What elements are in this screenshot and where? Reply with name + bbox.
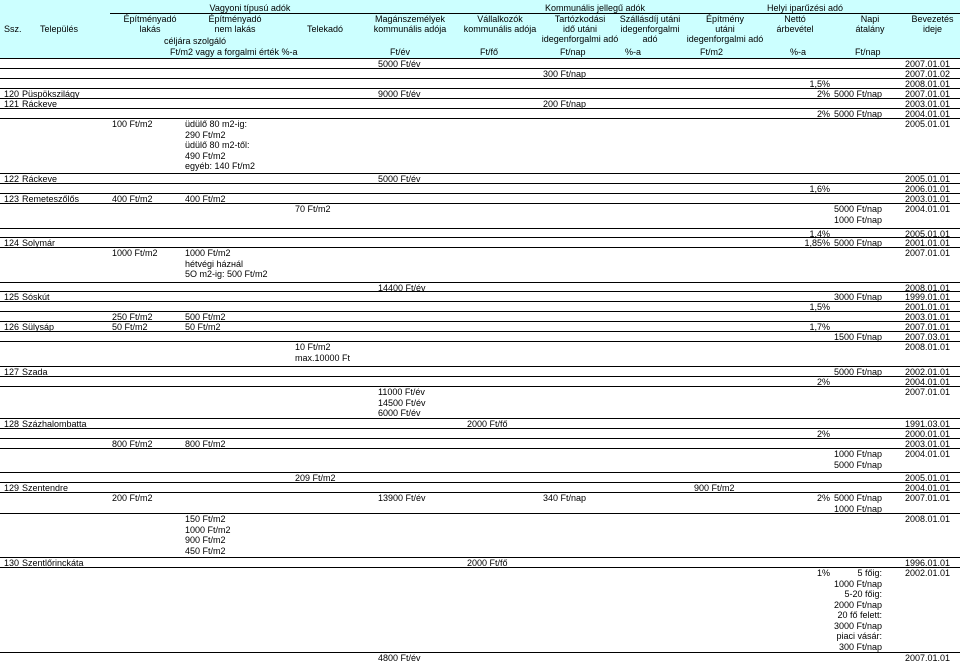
row-bevezetes-ideje: 2007.01.02 xyxy=(904,69,950,79)
row-telepules: Szada xyxy=(22,367,48,377)
cell-maganszemelyek: 4800 Ft/év xyxy=(378,653,421,663)
cell-nemlakas: 1000 Ft/m2 xyxy=(185,248,231,258)
cell-napi: 5000 Ft/nap xyxy=(833,204,882,214)
cell-nemlakas: 400 Ft/m2 xyxy=(185,194,226,204)
row-bevezetes-ideje: 2008.01.01 xyxy=(904,342,950,352)
row-telepules: Sülysáp xyxy=(22,322,55,332)
row-telepules: Szentendre xyxy=(22,483,69,493)
col-epitmenyado-lakas: Építményadó lakás xyxy=(123,14,177,34)
row-ssz: 125 xyxy=(4,292,20,302)
row-bevezetes-ideje: 2003.01.01 xyxy=(904,312,950,322)
cell-netto: 1,4% xyxy=(809,229,830,239)
row-ssz: 127 xyxy=(4,367,20,377)
cell-lakas: 1000 Ft/m2 xyxy=(112,248,158,258)
col-maganszemelyek: Magánszemélyek kommunális adója xyxy=(373,14,447,34)
cell-tartozkodasi: 300 Ft/nap xyxy=(543,69,587,79)
cell-maganszemelyek: 9000 Ft/év xyxy=(378,89,421,99)
row-ssz: 128 xyxy=(4,419,20,429)
cell-netto: 1,5% xyxy=(809,79,830,89)
row-ssz: 129 xyxy=(4,483,20,493)
row-bevezetes-ideje: 2003.01.01 xyxy=(904,194,950,204)
row-telepules: Százhalombatta xyxy=(22,419,87,429)
row-bevezetes-ideje: 2006.01.01 xyxy=(904,184,950,194)
cell-napi: piaci vásár: xyxy=(836,631,882,641)
cell-netto: 2% xyxy=(816,377,830,387)
cell-telekado: 209 Ft/m2 xyxy=(295,473,336,483)
cell-maganszemelyek: 14400 Ft/év xyxy=(378,283,426,293)
cell-napi: 1000 Ft/nap xyxy=(833,214,882,225)
row-bevezetes-ideje: 2003.01.01 xyxy=(904,439,950,449)
cell-netto: 2% xyxy=(816,89,830,99)
row-bevezetes-ideje: 2007.01.01 xyxy=(904,322,950,332)
row-bevezetes-ideje: 1996.01.01 xyxy=(904,558,950,568)
cell-lakas: 200 Ft/m2 xyxy=(112,493,153,503)
row-bevezetes-ideje: 1991.03.01 xyxy=(904,419,950,429)
row-telepules: Remeteszőlős xyxy=(22,194,80,204)
cell-napi: 5000 Ft/nap xyxy=(833,459,882,470)
cell-napi: 1000 Ft/nap xyxy=(833,449,882,459)
cell-napi: 5000 Ft/nap xyxy=(833,238,882,248)
row-bevezetes-ideje: 1999.01.01 xyxy=(904,292,950,302)
cell-nemlakas: 450 Ft/m2 xyxy=(185,545,226,556)
row-ssz: 123 xyxy=(4,194,20,204)
cell-napi: 5-20 főig: xyxy=(844,589,882,599)
cell-napi: 1000 Ft/nap xyxy=(833,503,882,514)
row-ssz: 121 xyxy=(4,99,20,109)
cell-nemlakas: 500 Ft/m2 xyxy=(185,312,226,322)
cell-napi: 20 fő felett: xyxy=(837,610,882,620)
row-ssz: 130 xyxy=(4,558,20,568)
cell-napi: 1000 Ft/nap xyxy=(833,578,882,589)
unit-label: Ft/nap xyxy=(560,47,586,57)
cell-telekado: 70 Ft/m2 xyxy=(295,204,331,214)
group-vagyoni: Vagyoni típusú adók xyxy=(209,3,291,13)
cell-maganszemelyek: 5000 Ft/év xyxy=(378,174,421,184)
cell-vallalkozok: 2000 Ft/fő xyxy=(467,558,508,568)
col-telepules: Település xyxy=(40,24,79,34)
cell-nemlakas: 290 Ft/m2 xyxy=(185,129,226,140)
row-bevezetes-ideje: 2007.01.01 xyxy=(904,387,950,397)
row-bevezetes-ideje: 2007.01.01 xyxy=(904,89,950,99)
cell-maganszemelyek: 11000 Ft/év xyxy=(378,387,425,397)
unit-label: Ft/m2 vagy a forgalmi érték %-a xyxy=(170,47,298,57)
row-telepules: Solymár xyxy=(22,238,56,248)
cell-napi: 5 főig: xyxy=(857,568,882,578)
row-bevezetes-ideje: 2008.01.01 xyxy=(904,514,950,524)
cell-maganszemelyek: 5000 Ft/év xyxy=(378,59,421,69)
row-ssz: 126 xyxy=(4,322,20,332)
cell-netto: 2% xyxy=(816,429,830,439)
row-telepules: Ráckeve xyxy=(22,99,58,109)
cell-tartozkodasi: 200 Ft/nap xyxy=(543,99,587,109)
row-ssz: 122 xyxy=(4,174,20,184)
row-bevezetes-ideje: 2008.01.01 xyxy=(904,79,950,89)
cell-nemlakas: 5O m2-ig: 500 Ft/m2 xyxy=(185,269,268,279)
cell-vallalkozok: 2000 Ft/fő xyxy=(467,419,508,429)
cell-maganszemelyek: 6000 Ft/év xyxy=(378,408,421,418)
cell-maganszemelyek: 13900 Ft/év xyxy=(378,493,426,503)
col-epitmenyado-nem-lakas: Építményadó nem lakás xyxy=(208,14,262,34)
cell-napi: 5000 Ft/nap xyxy=(833,493,882,503)
unit-label: Ft/m2 xyxy=(700,47,724,57)
col-tartozkodasi: Tartózkodási idő utáni idegenforgalmi adó xyxy=(541,14,619,44)
cell-nemlakas: 50 Ft/m2 xyxy=(185,322,221,332)
cell-lakas: 50 Ft/m2 xyxy=(112,322,148,332)
row-telepules: Sóskút xyxy=(22,292,50,302)
row-bevezetes-ideje: 2001.01.01 xyxy=(904,238,950,248)
col-netto-arbevetel: Nettó árbevétel xyxy=(776,14,814,34)
unit-label: %-a xyxy=(625,47,642,57)
cell-napi: 300 Ft/nap xyxy=(838,641,882,652)
cell-netto: 2% xyxy=(816,493,830,503)
cell-nemlakas: üdülő 80 m2-ig: xyxy=(185,119,248,129)
unit-label: Ft/nap xyxy=(855,47,881,57)
col-epitmeny-utani: Építmény utáni idegenforgalmi adó xyxy=(686,14,764,44)
cell-telekado: 10 Ft/m2 xyxy=(295,342,331,352)
row-bevezetes-ideje: 2002.01.01 xyxy=(904,568,950,578)
table-header xyxy=(0,0,960,58)
cell-nemlakas: egyéb: 140 Ft/m2 xyxy=(185,161,256,171)
cell-napi: 5000 Ft/nap xyxy=(833,109,882,119)
cell-nemlakas: hétvégi házнál xyxy=(185,258,244,269)
row-bevezetes-ideje: 2007.01.01 xyxy=(904,653,950,663)
row-telepules: Szentlőrinckáta xyxy=(22,558,84,568)
row-bevezetes-ideje: 2004.01.01 xyxy=(904,483,950,493)
col-napi-atalany: Napi átalány xyxy=(855,14,885,34)
group-helyi-iparuzesi: Helyi iparűzési adó xyxy=(766,3,844,13)
cell-telekado: max.10000 Ft xyxy=(295,352,351,363)
cell-netto: 1,7% xyxy=(809,322,830,332)
row-bevezetes-ideje: 2004.01.01 xyxy=(904,109,950,119)
col-bevezetes-ideje: Bevezetés ideje xyxy=(911,14,954,34)
cell-nemlakas: 1000 Ft/m2 xyxy=(185,524,231,535)
row-telepules: Ráckeve xyxy=(22,174,58,184)
cell-netto: 1,85% xyxy=(804,238,830,248)
col-szallasdij: Szállásdíj utáni idegenforgalmi adó xyxy=(619,14,681,44)
group-kommunalis: Kommunális jellegű adók xyxy=(544,3,646,13)
row-bevezetes-ideje: 2005.01.01 xyxy=(904,174,950,184)
unit-label: Ft/év xyxy=(390,47,411,57)
cell-nemlakas: 490 Ft/m2 xyxy=(185,150,226,161)
row-bevezetes-ideje: 2004.01.01 xyxy=(904,449,950,459)
row-telepules: Püspökszilágy xyxy=(22,89,80,99)
row-bevezetes-ideje: 2008.01.01 xyxy=(904,283,950,293)
cell-napi: 3000 Ft/nap xyxy=(833,292,882,302)
col-vallalkozok: Vállalkozók kommunális adója xyxy=(463,14,537,34)
row-bevezetes-ideje: 2005.01.01 xyxy=(904,229,950,239)
row-bevezetes-ideje: 2007.01.01 xyxy=(904,248,950,258)
cell-netto: 2% xyxy=(816,109,830,119)
cell-nemlakas: üdülő 80 m2-től: xyxy=(185,140,250,150)
cell-netto: 1,6% xyxy=(809,184,830,194)
unit-label: %-a xyxy=(790,47,807,57)
row-bevezetes-ideje: 2004.01.01 xyxy=(904,204,950,214)
cell-epitmeny: 900 Ft/m2 xyxy=(694,483,735,493)
cell-napi: 5000 Ft/nap xyxy=(833,367,882,377)
cell-nemlakas: 900 Ft/m2 xyxy=(185,535,226,545)
cell-tartozkodasi: 340 Ft/nap xyxy=(543,493,587,503)
col-ssz: Ssz. xyxy=(4,24,22,34)
cell-lakas: 400 Ft/m2 xyxy=(112,194,153,204)
row-bevezetes-ideje: 2005.01.01 xyxy=(904,473,950,483)
row-bevezetes-ideje: 2002.01.01 xyxy=(904,367,950,377)
col-telekado: Telekadó xyxy=(306,24,344,34)
row-ssz: 124 xyxy=(4,238,20,248)
row-bevezetes-ideje: 2003.01.01 xyxy=(904,99,950,109)
row-bevezetes-ideje: 2000.01.01 xyxy=(904,429,950,439)
cell-napi: 1500 Ft/nap xyxy=(833,332,882,342)
row-bevezetes-ideje: 2005.01.01 xyxy=(904,119,950,129)
row-bevezetes-ideje: 2004.01.01 xyxy=(904,377,950,387)
cell-netto: 1% xyxy=(816,568,830,578)
cell-netto: 1,5% xyxy=(809,302,830,312)
cell-napi: 2000 Ft/nap xyxy=(833,599,882,610)
cell-nemlakas: 150 Ft/m2 xyxy=(185,514,226,524)
row-bevezetes-ideje: 2007.01.01 xyxy=(904,493,950,503)
cell-napi: 5000 Ft/nap xyxy=(833,89,882,99)
cell-napi: 3000 Ft/nap xyxy=(833,620,882,631)
row-bevezetes-ideje: 2007.03.01 xyxy=(904,332,950,342)
row-bevezetes-ideje: 2007.01.01 xyxy=(904,59,950,69)
cell-lakas: 800 Ft/m2 xyxy=(112,439,153,449)
row-ssz: 120 xyxy=(4,89,20,99)
cell-lakas: 100 Ft/m2 xyxy=(112,119,153,129)
unit-label: Ft/fő xyxy=(480,47,499,57)
cell-lakas: 250 Ft/m2 xyxy=(112,312,153,322)
cell-nemlakas: 800 Ft/m2 xyxy=(185,439,226,449)
row-bevezetes-ideje: 2001.01.01 xyxy=(904,302,950,312)
header-celjara: céljára szolgáló xyxy=(163,36,227,46)
cell-maganszemelyek: 14500 Ft/év xyxy=(378,397,426,408)
